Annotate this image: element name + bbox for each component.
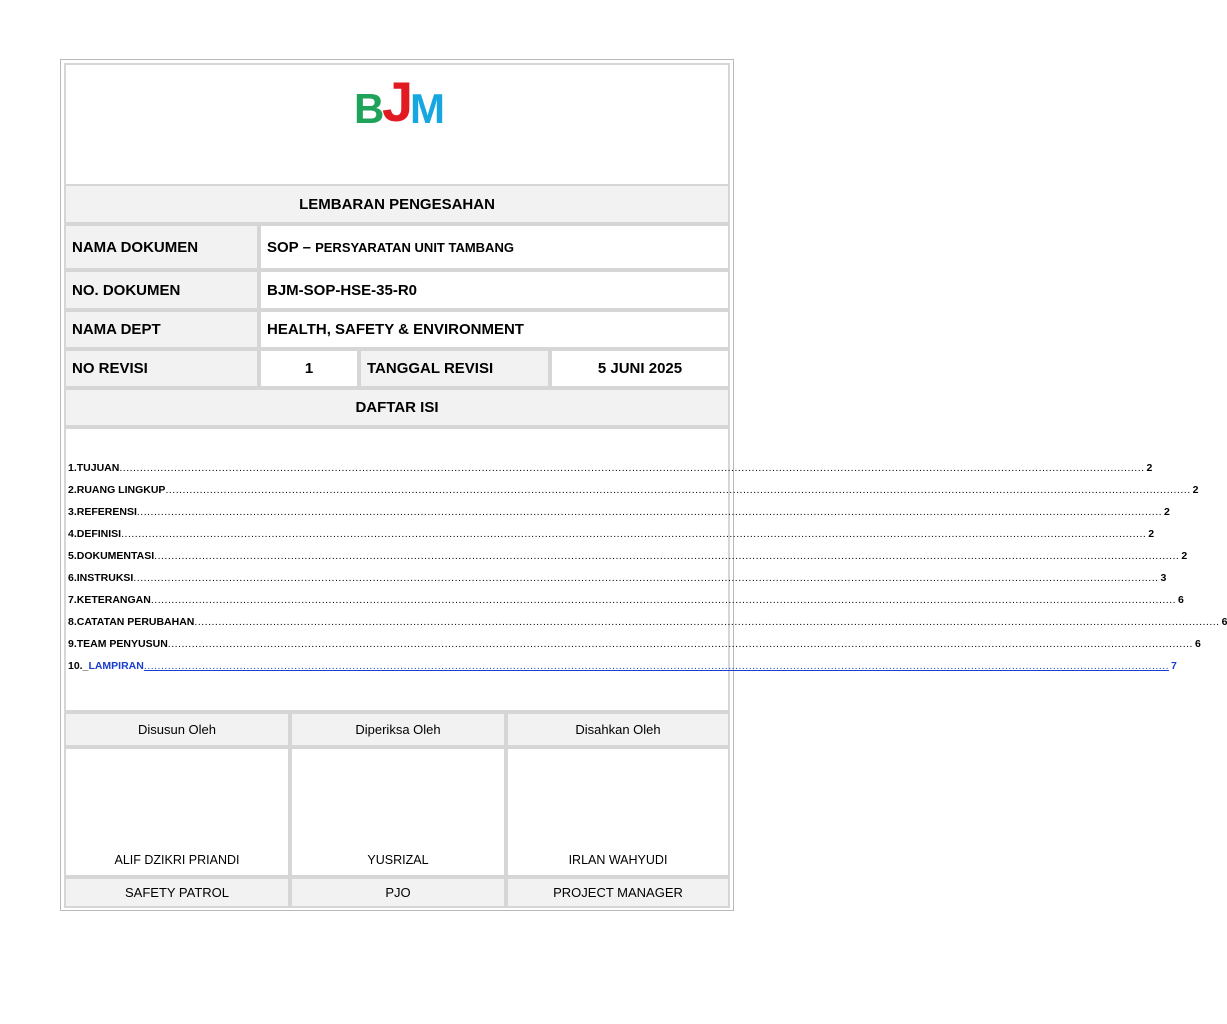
doc-number-label: NO. DOKUMEN [64, 270, 259, 310]
dept-value: HEALTH, SAFETY & ENVIRONMENT [259, 310, 730, 349]
toc-item-number: 5. [68, 550, 77, 562]
toc-item-page: 2 [1148, 528, 1155, 540]
toc-item-page: 2 [1164, 506, 1170, 518]
signatory-name-approved: IRLAN WAHYUDI [568, 853, 668, 867]
toc-item-page: 7 [1171, 660, 1177, 672]
toc-item-label[interactable]: LAMPIRAN [88, 660, 144, 672]
toc-item-page: 2 [1192, 484, 1199, 496]
revision-label: NO REVISI [64, 349, 259, 388]
toc-item-number: 7. [68, 594, 77, 606]
toc-item[interactable] [68, 611, 1227, 633]
toc-item-number: 6. [68, 572, 77, 584]
toc-title: DAFTAR ISI [64, 388, 730, 427]
toc-item[interactable] [68, 545, 1188, 567]
logo-letter-m: M [410, 85, 445, 132]
doc-name-value [259, 224, 730, 270]
doc-name-title: PERSYARATAN UNIT TAMBANG [315, 239, 514, 255]
toc-item-label[interactable]: KETERANGAN [76, 594, 151, 606]
table-of-contents [68, 457, 1227, 677]
signatory-role-approved: PROJECT MANAGER [506, 877, 730, 908]
toc-item-label[interactable]: DOKUMENTASI [76, 550, 155, 562]
toc-item-page: 6 [1178, 594, 1184, 606]
signatory-name-checked: YUSRIZAL [367, 853, 429, 867]
toc-item-number: 3. [68, 506, 77, 518]
toc-item-number: 9. [68, 638, 77, 650]
toc-item-label[interactable]: TEAM PENYUSUN [76, 638, 168, 650]
doc-name-prefix: SOP – [267, 238, 316, 256]
toc-item[interactable] [68, 567, 1167, 589]
signature-box-prepared [64, 747, 290, 877]
toc-leader-dots: ............................................................................................................................................................................................................................................................................................................ [133, 572, 1159, 584]
document-page [60, 59, 1227, 911]
revision-value: 1 [259, 349, 359, 388]
dept-label: NAMA DEPT [64, 310, 259, 349]
signature-header-prepared: Disusun Oleh [64, 712, 290, 747]
toc-item-page: 6 [1221, 616, 1227, 628]
company-logo [354, 70, 454, 133]
toc-item[interactable] [68, 655, 1177, 677]
toc-leader-dots: ............................................................................................................................................................................................................................................................................................................ [119, 462, 1145, 474]
toc-item-label[interactable]: CATATAN PERUBAHAN [76, 616, 195, 628]
toc-item-number: 10._ [68, 660, 89, 672]
toc-item-page: 6 [1194, 638, 1201, 650]
toc-item-page: 2 [1181, 550, 1188, 562]
signature-box-approved [506, 747, 730, 877]
toc-item[interactable] [68, 523, 1155, 545]
toc-item-number: 2. [68, 484, 77, 496]
toc-item-page: 3 [1160, 572, 1167, 584]
doc-name-label: NAMA DOKUMEN [64, 224, 259, 270]
toc-item-number: 8. [68, 616, 77, 628]
signature-header-checked: Diperiksa Oleh [290, 712, 506, 747]
logo-letter-j: J [382, 70, 414, 133]
toc-leader-dots: ............................................................................................................................................................................................................................................................................................................ [121, 528, 1147, 540]
toc-item-number: 4. [68, 528, 77, 540]
signature-header-approved: Disahkan Oleh [506, 712, 730, 747]
toc-leader-dots: ............................................................................................................................................................................................................................................................................................................ [167, 638, 1193, 650]
doc-number-value: BJM-SOP-HSE-35-R0 [259, 270, 730, 310]
toc-item-label[interactable]: REFERENSI [76, 506, 137, 518]
toc-item[interactable] [68, 633, 1201, 655]
logo-cell [64, 63, 730, 184]
toc-item-label[interactable]: TUJUAN [76, 462, 120, 474]
logo-letter-b: B [354, 85, 385, 132]
toc-leader-dots: ............................................................................................................................................................................................................................................................................................................ [154, 550, 1180, 562]
toc-item-label[interactable]: RUANG LINGKUP [76, 484, 166, 496]
toc-leader-dots: ............................................................................................................................................................................................................................................................................................................ [150, 594, 1177, 606]
toc-leader-dots: ............................................................................................................................................................................................................................................................................................................ [165, 484, 1191, 496]
toc-leader-dots: ............................................................................................................................................................................................................................................................................................................ [194, 616, 1220, 628]
toc-leader-dots: ............................................................................................................................................................................................................................................................................................................ [136, 506, 1163, 518]
revision-date-label: TANGGAL REVISI [359, 349, 550, 388]
toc-item-page: 2 [1146, 462, 1153, 474]
toc-item[interactable] [68, 479, 1199, 501]
toc-item-label[interactable]: INSTRUKSI [76, 572, 134, 584]
toc-leader-dots: ............................................................................................................................................................................................................................................................................................................ [143, 660, 1170, 672]
signatory-role-prepared: SAFETY PATROL [64, 877, 290, 908]
toc-item[interactable] [68, 457, 1153, 479]
toc-item[interactable] [68, 589, 1184, 611]
signature-box-checked [290, 747, 506, 877]
revision-date-value: 5 JUNI 2025 [550, 349, 730, 388]
toc-item[interactable] [68, 501, 1170, 523]
toc-item-number: 1. [68, 462, 77, 474]
approval-title: LEMBARAN PENGESAHAN [64, 184, 730, 224]
toc-item-label[interactable]: DEFINISI [76, 528, 122, 540]
signatory-name-prepared: ALIF DZIKRI PRIANDI [114, 853, 240, 867]
signatory-role-checked: PJO [290, 877, 506, 908]
